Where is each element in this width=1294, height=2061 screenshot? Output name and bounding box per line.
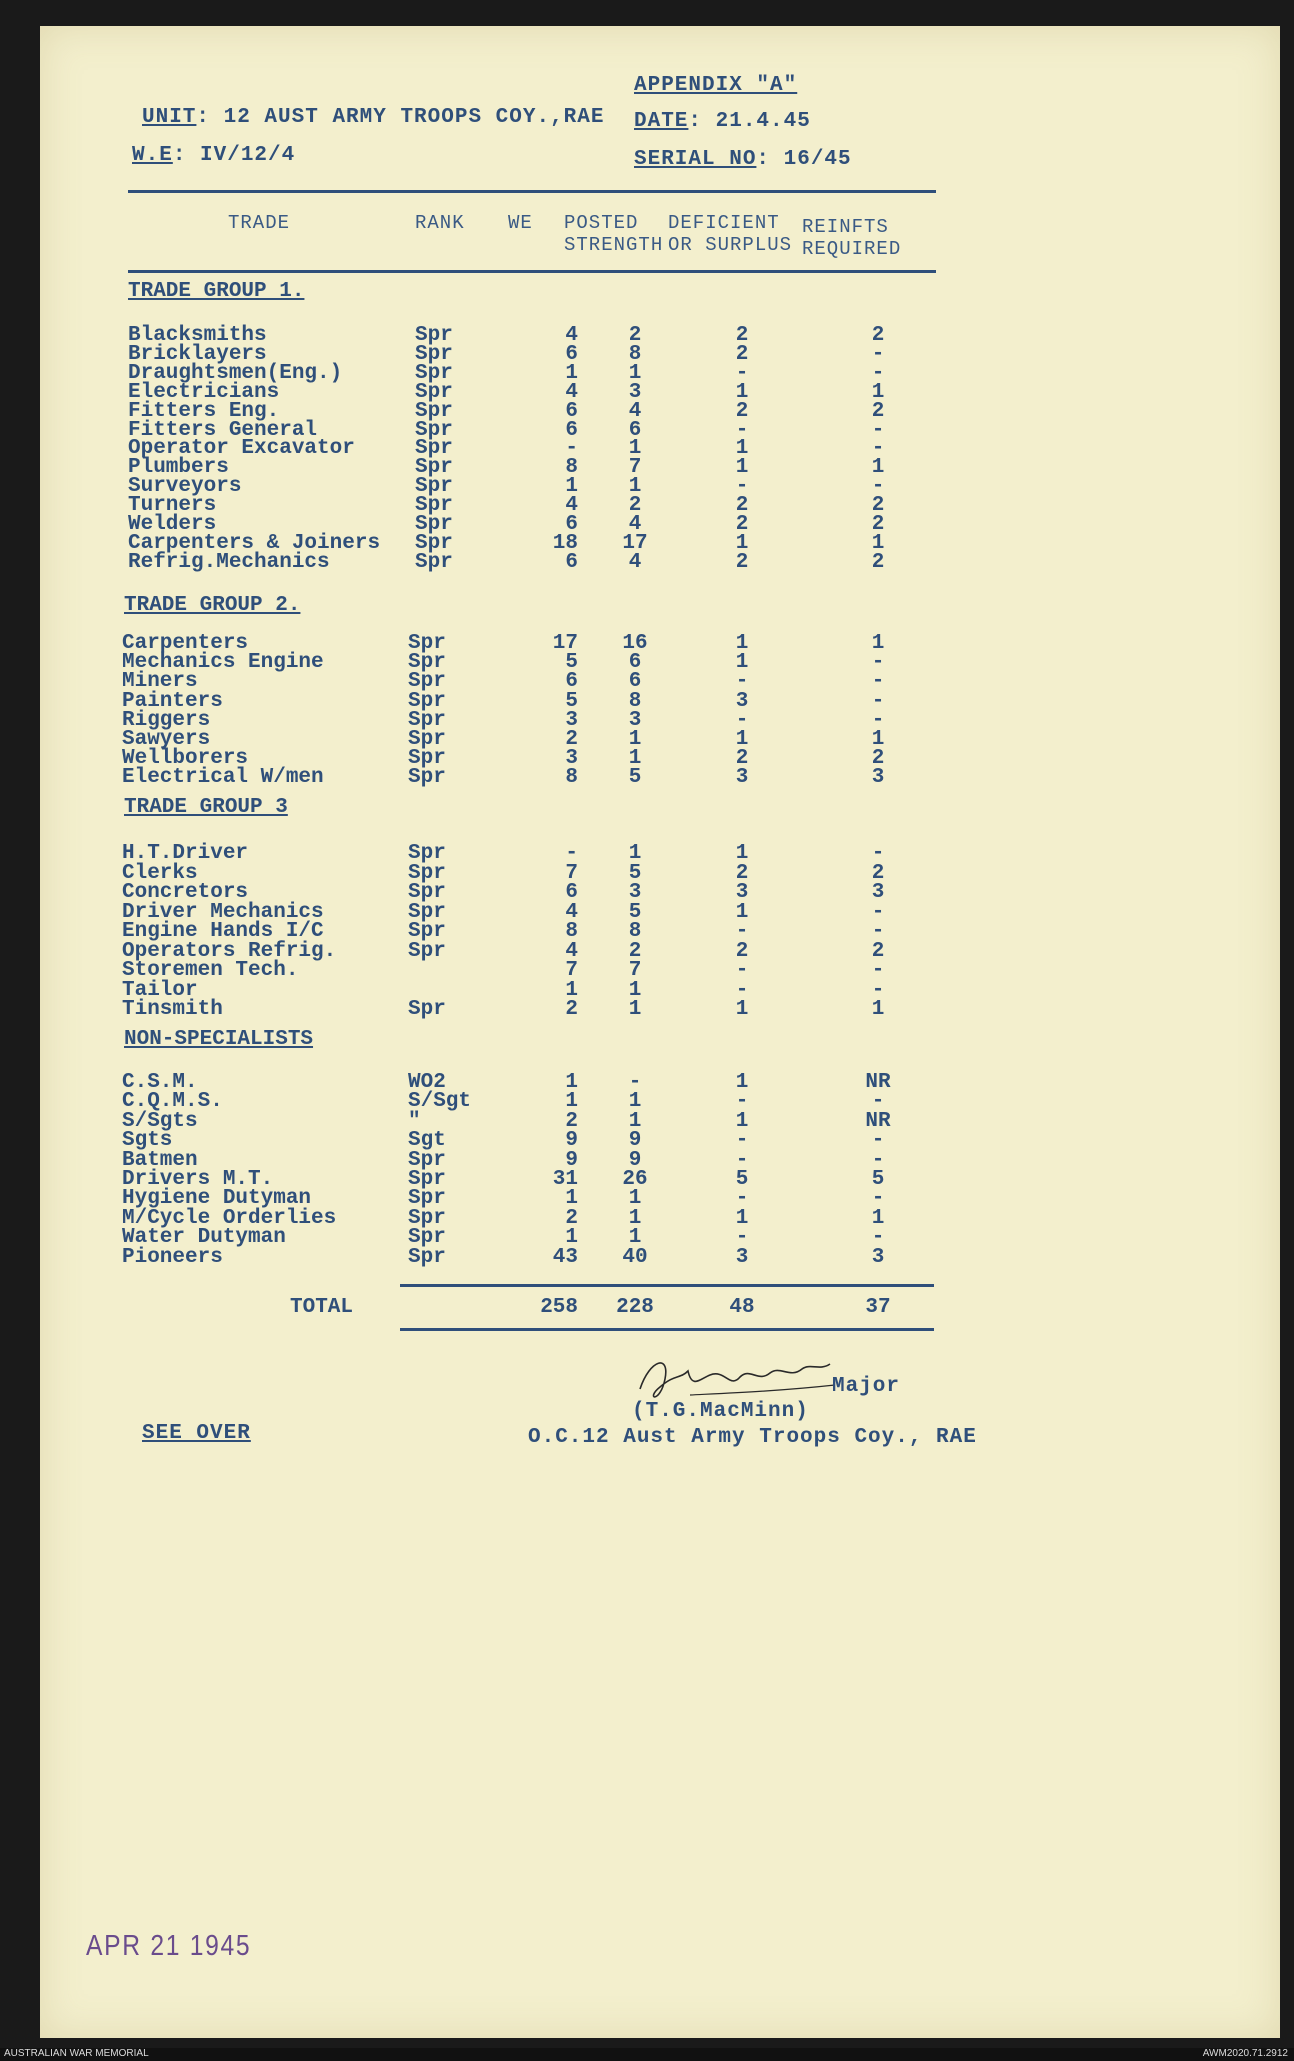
deficient-cell: 3 — [735, 689, 749, 713]
posted-cell: 6 — [628, 651, 642, 675]
posted-cell: 1 — [628, 747, 642, 771]
posted-cell: 8 — [628, 342, 642, 366]
reinfts-cell: - — [871, 708, 885, 732]
rank-cell: Spr — [408, 632, 446, 655]
total-label: TOTAL — [290, 1296, 354, 1319]
deficient-cell: 2 — [735, 399, 749, 423]
deficient-cell: - — [735, 920, 749, 943]
total-row — [40, 1296, 1280, 1321]
trade-cell: Operator Excavator — [128, 437, 355, 461]
footer-bar — [0, 2048, 1294, 2061]
reinfts-cell: - — [871, 342, 885, 366]
trade-cell: Surveyors — [128, 475, 242, 499]
trade-cell: H.T.Driver — [122, 842, 249, 865]
trade-cell: Painters — [122, 689, 223, 713]
unit-label: UNIT — [142, 106, 197, 129]
reinfts-cell: NR — [865, 1109, 891, 1133]
reinfts-cell: - — [871, 1129, 885, 1153]
col-posted — [564, 212, 663, 256]
reinfts-cell: 1 — [871, 531, 885, 555]
we-cell: 8 — [565, 920, 578, 943]
signature-name: (T.G.MacMinn) — [632, 1400, 809, 1423]
deficient-cell: 1 — [735, 1071, 749, 1094]
date-value: : 21.4.45 — [688, 110, 811, 133]
trade-cell: Draughtsmen(Eng.) — [128, 361, 343, 385]
group-title: NON-SPECIALISTS — [124, 1028, 314, 1051]
trade-cell: Refrig.Mechanics — [128, 550, 330, 574]
reinfts-cell: - — [871, 1226, 885, 1250]
we-cell: 9 — [565, 1129, 578, 1153]
date-line — [634, 110, 811, 133]
rank-cell: Spr — [415, 456, 453, 480]
deficient-cell: 1 — [735, 437, 749, 461]
reinfts-cell: 2 — [871, 494, 885, 518]
group-title: TRADE GROUP 3 — [124, 796, 288, 819]
posted-cell: 3 — [628, 708, 642, 732]
trade-cell: C.S.M. — [122, 1071, 198, 1094]
total-rule-top — [400, 1284, 934, 1287]
unit-line — [142, 106, 604, 129]
posted-cell: 5 — [628, 766, 642, 790]
deficient-cell: 1 — [735, 651, 749, 675]
we-cell: 6 — [565, 399, 578, 423]
reinfts-cell: 2 — [871, 324, 885, 347]
we-cell: 1 — [565, 1090, 578, 1114]
trade-cell: Pioneers — [122, 1245, 223, 1269]
reinfts-cell: 2 — [871, 550, 885, 574]
we-cell: 18 — [552, 531, 578, 555]
reinfts-cell: 2 — [871, 747, 885, 771]
deficient-cell: - — [735, 361, 749, 385]
rank-cell: Spr — [408, 766, 446, 790]
trade-cell: Tinsmith — [122, 998, 223, 1021]
reinfts-cell: - — [871, 900, 885, 924]
we-cell: 6 — [565, 550, 578, 574]
we-cell: 2 — [565, 1109, 578, 1133]
trade-cell: Clerks — [122, 861, 198, 885]
trade-cell: Plumbers — [128, 456, 229, 480]
rank-cell: Spr — [408, 861, 446, 885]
posted-cell: 9 — [628, 1129, 642, 1153]
deficient-cell: - — [735, 1090, 749, 1114]
deficient-cell: 1 — [735, 998, 749, 1021]
rank-cell: Spr — [415, 475, 453, 499]
deficient-cell: 1 — [735, 900, 749, 924]
rank-cell: Spr — [415, 324, 453, 347]
col-deficient — [668, 212, 792, 256]
serial-label: SERIAL NO — [634, 148, 757, 171]
posted-cell: 1 — [628, 842, 642, 865]
posted-cell: 2 — [628, 939, 642, 963]
rank-cell: Spr — [408, 920, 446, 943]
rank-cell: Spr — [408, 998, 446, 1021]
posted-cell: 9 — [628, 1148, 642, 1172]
col-rank: RANK — [415, 212, 465, 234]
col-reinfts — [802, 216, 901, 260]
rank-cell: Spr — [408, 670, 446, 694]
total-reinfts: 37 — [865, 1296, 891, 1319]
reinfts-cell: - — [871, 361, 885, 385]
posted-cell: 16 — [622, 632, 648, 655]
trade-cell: Carpenters — [122, 632, 249, 655]
reinfts-cell: - — [871, 475, 885, 499]
reinfts-cell: - — [871, 1187, 885, 1211]
we-cell: 2 — [565, 728, 578, 751]
trade-cell: Fitters Eng. — [128, 399, 280, 423]
deficient-cell: - — [735, 708, 749, 732]
we-cell: - — [565, 437, 578, 461]
posted-cell: 1 — [628, 978, 642, 1002]
col-posted-line1: POSTED — [564, 212, 639, 234]
trade-cell: Turners — [128, 494, 217, 518]
rank-cell: S/Sgt — [408, 1090, 472, 1114]
deficient-cell: 2 — [735, 342, 749, 366]
deficient-cell: - — [735, 959, 749, 982]
we-cell: 1 — [565, 1226, 578, 1250]
header-rule-top — [128, 190, 936, 193]
we-cell: 1 — [565, 361, 578, 385]
we-line — [132, 144, 295, 167]
posted-cell: 1 — [628, 1090, 642, 1114]
rank-cell: Spr — [415, 399, 453, 423]
deficient-cell: 3 — [735, 881, 749, 904]
reinfts-cell: - — [871, 689, 885, 713]
posted-cell: 1 — [628, 1187, 642, 1211]
rank-cell: Spr — [415, 361, 453, 385]
posted-cell: 17 — [622, 531, 648, 555]
deficient-cell: 3 — [735, 766, 749, 790]
deficient-cell: 5 — [735, 1168, 749, 1191]
posted-cell: 4 — [628, 399, 642, 423]
rank-cell: Spr — [408, 689, 446, 713]
serial-line — [634, 148, 852, 171]
trade-cell: Driver Mechanics — [122, 900, 324, 924]
reinfts-cell: NR — [865, 1071, 891, 1094]
rank-cell: Spr — [408, 900, 446, 924]
posted-cell: 1 — [628, 998, 642, 1021]
rank-cell: Spr — [408, 1245, 446, 1269]
trade-cell: Concretors — [122, 881, 249, 904]
trade-cell: Miners — [122, 670, 198, 694]
rank-cell: Spr — [408, 708, 446, 732]
trade-cell: Tailor — [122, 978, 198, 1002]
posted-cell: 6 — [628, 418, 642, 442]
posted-cell: 1 — [628, 728, 642, 751]
rank-cell: Spr — [408, 1206, 446, 1230]
posted-cell: 5 — [628, 900, 642, 924]
we-cell: 5 — [565, 689, 578, 713]
trade-cell: S/Sgts — [122, 1109, 198, 1133]
we-cell: 3 — [565, 708, 578, 732]
deficient-cell: 2 — [735, 747, 749, 771]
deficient-cell: - — [735, 978, 749, 1002]
posted-cell: 5 — [628, 861, 642, 885]
rank-cell: Sgt — [408, 1129, 446, 1153]
col-posted-line2: STRENGTH — [564, 234, 664, 256]
document-page — [40, 26, 1280, 2038]
rank-cell: Spr — [408, 842, 446, 865]
posted-cell: 3 — [628, 380, 642, 404]
header-rule-bottom — [128, 270, 936, 273]
deficient-cell: 1 — [735, 1206, 749, 1230]
posted-cell: 8 — [628, 689, 642, 713]
we-cell: 6 — [565, 881, 578, 904]
total-deficient: 48 — [729, 1296, 755, 1319]
footer-right: AWM2020.71.2912 — [1202, 2048, 1288, 2059]
reinfts-cell: - — [871, 1090, 885, 1114]
we-cell: 43 — [552, 1245, 578, 1269]
rank-cell: Spr — [408, 1187, 446, 1211]
posted-cell: 1 — [628, 1109, 642, 1133]
we-cell: 9 — [565, 1148, 578, 1172]
table-row — [40, 1246, 1280, 1271]
deficient-cell: 2 — [735, 550, 749, 574]
rank-cell: Spr — [415, 342, 453, 366]
col-trade: TRADE — [228, 212, 291, 234]
reinfts-cell: - — [871, 978, 885, 1002]
we-cell: 2 — [565, 998, 578, 1021]
col-reinfts-line1: REINFTS — [802, 216, 889, 238]
group-title: TRADE GROUP 2. — [124, 594, 301, 617]
we-cell: 7 — [565, 959, 578, 982]
deficient-cell: 3 — [735, 1245, 749, 1269]
trade-cell: Drivers M.T. — [122, 1168, 274, 1191]
table-row — [40, 766, 1280, 791]
we-cell: 4 — [565, 939, 578, 963]
we-cell: - — [565, 842, 578, 865]
we-cell: 4 — [565, 494, 578, 518]
posted-cell: 3 — [628, 881, 642, 904]
rank-cell: Spr — [408, 939, 446, 963]
trade-cell: Wellborers — [122, 747, 249, 771]
table-row — [40, 998, 1280, 1023]
trade-cell: Electricians — [128, 380, 280, 404]
posted-cell: 40 — [622, 1245, 648, 1269]
rank-cell: Spr — [415, 380, 453, 404]
trade-cell: Sgts — [122, 1129, 173, 1153]
we-value: : IV/12/4 — [172, 144, 296, 167]
we-cell: 1 — [565, 978, 578, 1002]
rank-cell: Spr — [415, 418, 453, 442]
deficient-cell: 1 — [735, 531, 749, 555]
reinfts-cell: 1 — [871, 380, 885, 404]
we-cell: 1 — [565, 1071, 578, 1094]
posted-cell: 1 — [628, 361, 642, 385]
rank-cell: Spr — [415, 513, 453, 536]
trade-cell: Operators Refrig. — [122, 939, 337, 963]
deficient-cell: - — [735, 1226, 749, 1250]
see-over-note: SEE OVER — [142, 1422, 251, 1445]
we-cell: 7 — [565, 861, 578, 885]
reinfts-cell: 1 — [871, 728, 885, 751]
reinfts-cell: 2 — [871, 399, 885, 423]
reinfts-cell: 3 — [871, 881, 885, 904]
we-cell: 8 — [565, 766, 578, 790]
we-cell: 31 — [552, 1168, 578, 1191]
group-title: TRADE GROUP 1. — [128, 280, 305, 303]
reinfts-cell: - — [871, 651, 885, 675]
we-cell: 5 — [565, 651, 578, 675]
rank-cell: Spr — [408, 1148, 446, 1172]
deficient-cell: 2 — [735, 494, 749, 518]
reinfts-cell: 2 — [871, 513, 885, 536]
trade-cell: M/Cycle Orderlies — [122, 1206, 337, 1230]
rank-cell: Spr — [408, 1168, 446, 1191]
trade-cell: Mechanics Engine — [122, 651, 324, 675]
reinfts-cell: 1 — [871, 456, 885, 480]
we-cell: 1 — [565, 475, 578, 499]
reinfts-cell: 2 — [871, 939, 885, 963]
posted-cell: 2 — [628, 324, 642, 347]
table-row — [40, 551, 1280, 576]
trade-cell: Fitters General — [128, 418, 318, 442]
deficient-cell: 1 — [735, 456, 749, 480]
reinfts-cell: - — [871, 418, 885, 442]
trade-cell: Engine Hands I/C — [122, 920, 324, 943]
reinfts-cell: - — [871, 959, 885, 982]
posted-cell: 7 — [628, 959, 642, 982]
reinfts-cell: 1 — [871, 1206, 885, 1230]
posted-cell: 4 — [628, 550, 642, 574]
trade-cell: Blacksmiths — [128, 324, 267, 347]
reinfts-cell: 1 — [871, 632, 885, 655]
deficient-cell: 1 — [735, 728, 749, 751]
trade-cell: Electrical W/men — [122, 766, 324, 790]
posted-cell: - — [628, 1071, 642, 1094]
reinfts-cell: 3 — [871, 1245, 885, 1269]
reinfts-cell: - — [871, 920, 885, 943]
trade-cell: Sawyers — [122, 728, 211, 751]
footer-left: AUSTRALIAN WAR MEMORIAL — [4, 2048, 149, 2059]
trade-cell: Hygiene Dutyman — [122, 1187, 312, 1211]
col-reinfts-line2: REQUIRED — [802, 238, 902, 260]
rank-cell: WO2 — [408, 1071, 446, 1094]
trade-cell: Storemen Tech. — [122, 959, 299, 982]
trade-cell: Batmen — [122, 1148, 198, 1172]
unit-value: : 12 AUST ARMY TROOPS COY.,RAE — [196, 106, 605, 129]
deficient-cell: - — [735, 1129, 749, 1153]
we-cell: 4 — [565, 380, 578, 404]
posted-cell: 6 — [628, 670, 642, 694]
rank-cell: Spr — [415, 437, 453, 461]
reinfts-cell: - — [871, 842, 885, 865]
appendix-label: APPENDIX "A" — [634, 74, 798, 97]
trade-cell: Water Dutyman — [122, 1226, 286, 1250]
rank-cell: Spr — [415, 531, 453, 555]
we-cell: 4 — [565, 324, 578, 347]
reinfts-cell: 3 — [871, 766, 885, 790]
date-received-stamp: APR 21 1945 — [86, 1930, 252, 1962]
deficient-cell: 1 — [735, 632, 749, 655]
deficient-cell: - — [735, 475, 749, 499]
deficient-cell: - — [735, 1148, 749, 1172]
posted-cell: 1 — [628, 475, 642, 499]
posted-cell: 1 — [628, 437, 642, 461]
deficient-cell: - — [735, 418, 749, 442]
serial-value: : 16/45 — [756, 148, 852, 171]
rank-cell: Spr — [408, 747, 446, 771]
posted-cell: 1 — [628, 1226, 642, 1250]
we-cell: 17 — [552, 632, 578, 655]
col-we: WE — [508, 212, 533, 234]
posted-cell: 26 — [622, 1168, 648, 1191]
posted-cell: 2 — [628, 494, 642, 518]
posted-cell: 8 — [628, 920, 642, 943]
we-label: W.E — [132, 144, 173, 167]
we-cell: 1 — [565, 1187, 578, 1211]
we-cell: 6 — [565, 513, 578, 536]
rank-cell: Spr — [408, 881, 446, 904]
we-cell: 6 — [565, 342, 578, 366]
reinfts-cell: - — [871, 437, 885, 461]
we-cell: 2 — [565, 1206, 578, 1230]
posted-cell: 4 — [628, 513, 642, 536]
reinfts-cell: 5 — [871, 1168, 885, 1191]
deficient-cell: 2 — [735, 513, 749, 536]
signature-title: O.C.12 Aust Army Troops Coy., RAE — [528, 1426, 977, 1449]
deficient-cell: 2 — [735, 324, 749, 347]
deficient-cell: 1 — [735, 380, 749, 404]
rank-cell: Spr — [415, 494, 453, 518]
deficient-cell: 1 — [735, 1109, 749, 1133]
col-deficient-line1: DEFICIENT — [668, 212, 780, 234]
reinfts-cell: - — [871, 1148, 885, 1172]
date-label: DATE — [634, 110, 689, 133]
handwritten-signature — [630, 1349, 840, 1404]
reinfts-cell: - — [871, 670, 885, 694]
we-cell: 6 — [565, 670, 578, 694]
rank-cell: Spr — [408, 651, 446, 675]
deficient-cell: 2 — [735, 939, 749, 963]
deficient-cell: - — [735, 670, 749, 694]
signature-rank: Major — [832, 1375, 901, 1398]
rank-cell: Spr — [408, 728, 446, 751]
trade-cell: Bricklayers — [128, 342, 267, 366]
we-cell: 4 — [565, 900, 578, 924]
trade-cell: C.Q.M.S. — [122, 1090, 223, 1114]
rank-cell: Spr — [415, 550, 453, 574]
reinfts-cell: 2 — [871, 861, 885, 885]
we-cell: 6 — [565, 418, 578, 442]
trade-cell: Carpenters & Joiners — [128, 531, 381, 555]
total-rule-bottom — [400, 1328, 934, 1331]
reinfts-cell: 1 — [871, 998, 885, 1021]
deficient-cell: - — [735, 1187, 749, 1211]
total-we: 258 — [540, 1296, 578, 1319]
total-posted: 228 — [616, 1296, 654, 1319]
we-cell: 3 — [565, 747, 578, 771]
deficient-cell: 2 — [735, 861, 749, 885]
we-cell: 8 — [565, 456, 578, 480]
col-deficient-line2: OR SURPLUS — [668, 234, 793, 256]
posted-cell: 1 — [628, 1206, 642, 1230]
posted-cell: 7 — [628, 456, 642, 480]
deficient-cell: 1 — [735, 842, 749, 865]
rank-cell: Spr — [408, 1226, 446, 1250]
rank-cell: " — [408, 1109, 421, 1133]
trade-cell: Riggers — [122, 708, 211, 732]
trade-cell: Welders — [128, 513, 217, 536]
